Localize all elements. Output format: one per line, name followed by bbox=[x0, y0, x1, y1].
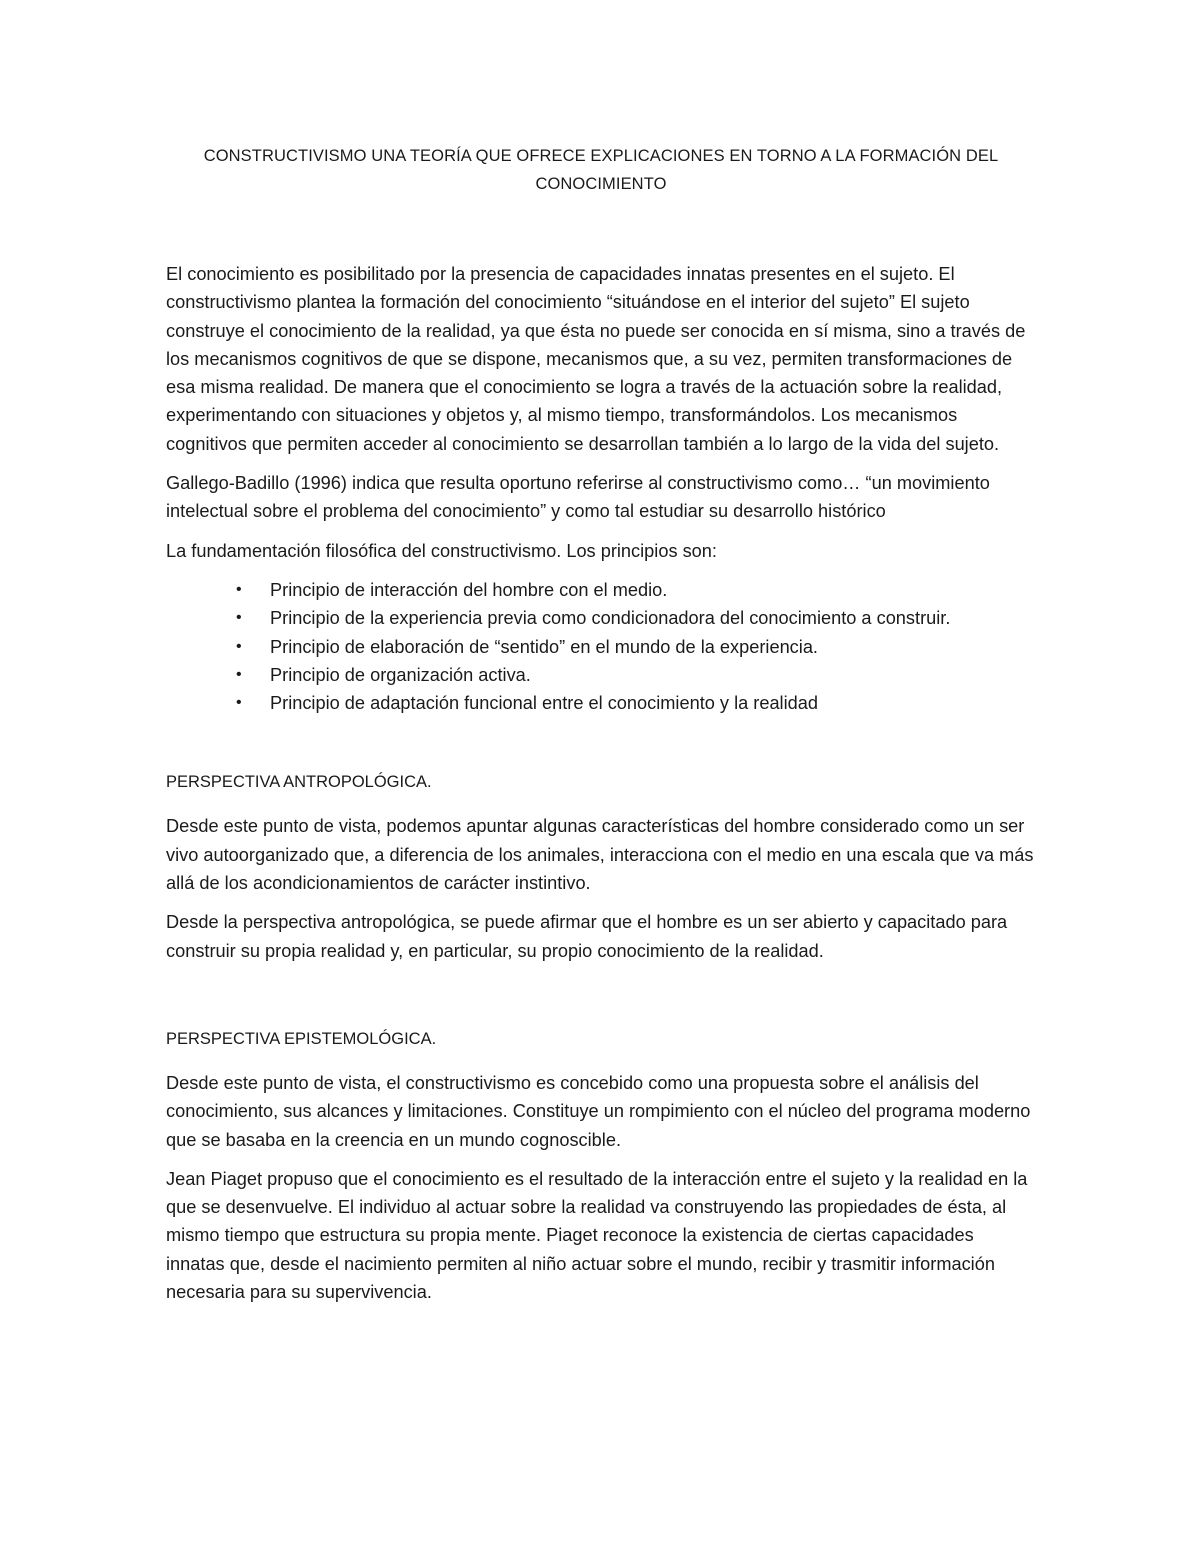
gallego-badillo-paragraph: Gallego-Badillo (1996) indica que resulta oportuno referirse al constructivismo como… “un movimiento intelectual sobre el problema del conocimiento” y como tal estudiar su desarrollo histórico bbox=[166, 473, 990, 522]
intro-paragraph: El conocimiento es posibilitado por la presencia de capacidades innatas presentes en el sujeto. El constructivismo plantea la formación del conocimiento “situándose en el interior del sujeto” El sujeto construye el conocimiento de la realidad, ya que ésta no puede ser conocida en sí misma, sino a través de los mecanismos cognitivos de que se dispone, mecanismos que, a su vez, permiten transformaciones de esa misma realidad. De manera que el conocimiento se logra a través de la actuación sobre la realidad, experimentando con situaciones y objetos y, al mismo tiempo, transformándolos. Los mecanismos cognitivos que permiten acceder al conocimiento se desarrollan también a lo largo de la vida del sujeto. bbox=[166, 264, 1026, 454]
list-item-text: Principio de interacción del hombre con el medio. bbox=[270, 579, 668, 600]
list-item bbox=[164, 633, 1036, 661]
list-item-text: Principio de la experiencia previa como condicionadora del conocimiento a construir. bbox=[270, 608, 951, 629]
list-item-text: Principio de adaptación funcional entre el conocimiento y la realidad bbox=[270, 693, 818, 714]
spacer bbox=[166, 976, 1036, 1025]
bullet-icon: • bbox=[236, 580, 242, 598]
list-item bbox=[164, 689, 1036, 717]
anthropological-paragraph-2: Desde la perspectiva antropológica, se puede afirmar que el hombre es un ser abierto y capacitado para construir su propia realidad y, en particular, su propio conocimiento de la realidad. bbox=[166, 912, 1008, 961]
document-title: CONSTRUCTIVISMO UNA TEORÍA QUE OFRECE EXPLICACIONES EN TORNO A LA FORMACIÓN DEL CONOCIMIENTO bbox=[203, 147, 999, 193]
section-heading-epistemological: PERSPECTIVA EPISTEMOLÓGICA. bbox=[166, 1029, 437, 1048]
list-item-text: Principio de elaboración de “sentido” en el mundo de la experiencia. bbox=[270, 636, 818, 657]
bullet-icon: • bbox=[236, 609, 242, 627]
epistemological-paragraph-1: Desde este punto de vista, el constructivismo es concebido como una propuesta sobre el análisis del conocimiento, sus alcances y limitaciones. Constituye un rompimiento con el núcleo del programa moderno que se basaba en la creencia en un mundo cognoscible. bbox=[166, 1072, 1031, 1150]
list-item bbox=[164, 576, 1036, 604]
epistemological-paragraph-2: Jean Piaget propuso que el conocimiento es el resultado de la interacción entre el sujeto y la realidad en la que se desenvuelve. El individuo al actuar sobre la realidad va construyendo las propiedades de ésta, al mismo tiempo que estructura su propia mente. Piaget reconoce la existencia de ciertas capacidades innatas que, desde el nacimiento permiten al niño actuar sobre el mundo, recibir y trasmitir información necesaria para su supervivencia. bbox=[166, 1168, 1028, 1303]
spacer bbox=[166, 717, 1036, 768]
anthropological-paragraph-1: Desde este punto de vista, podemos apuntar algunas características del hombre considerado como un ser vivo autoorganizado que, a diferencia de los animales, interacciona con el medio en una escala que va más allá de los acondicionamientos de carácter instintivo. bbox=[166, 816, 1034, 894]
principles-list bbox=[166, 576, 1036, 717]
bullet-icon: • bbox=[236, 637, 242, 655]
principles-intro-paragraph: La fundamentación filosófica del constructivismo. Los principios son: bbox=[166, 540, 717, 561]
list-item bbox=[164, 661, 1036, 689]
list-item bbox=[164, 604, 1036, 632]
section-heading-anthropological: PERSPECTIVA ANTROPOLÓGICA. bbox=[166, 773, 432, 792]
bullet-icon: • bbox=[236, 694, 242, 712]
document-body bbox=[166, 142, 1036, 1317]
list-item-text: Principio de organización activa. bbox=[270, 664, 531, 685]
bullet-icon: • bbox=[236, 665, 242, 683]
